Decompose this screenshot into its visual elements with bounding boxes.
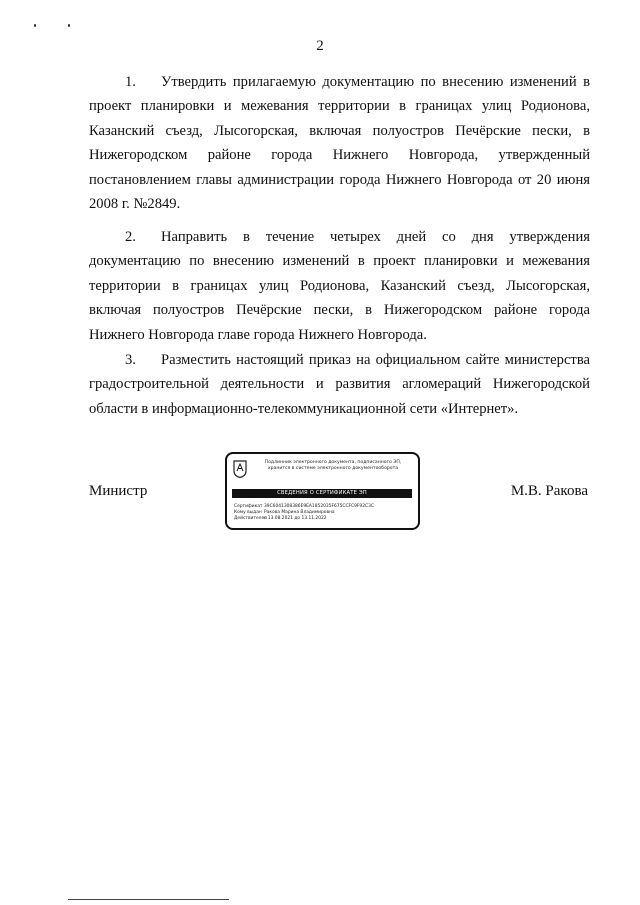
scan-speck bbox=[34, 24, 36, 27]
item-text: Утвердить прилагаемую документацию по внесению изменений в проект планировки и межевания территории в границах улиц Родионова, Казанский съезд, Лысогорская, включая полуостров Печёрские пески, в Нижегородском районе города Нижнего Новгорода, утвержденный постановлением главы администрации города Нижнего Новгорода от 20 июня 2008 г. №2849. bbox=[89, 74, 590, 213]
item-text: Направить в течение четырех дней со дня утверждения документацию по внесению изменений в проект планировки и межевания территории в границах улиц Родионова, Казанский съезд, Лысогорская, включая полуостров Печёрские пески, в Нижегородском районе города Нижнего Новгорода главе города Нижнего Новгорода. bbox=[89, 229, 590, 343]
issued-to-value: Ракова Марина Владимировна bbox=[264, 510, 335, 515]
order-item-1 bbox=[89, 70, 590, 216]
order-item-3 bbox=[89, 348, 590, 421]
certificate-label: Сертификат bbox=[234, 504, 263, 509]
coat-of-arms-icon bbox=[233, 460, 247, 478]
validity-value: с 13.08.2021 до 13.11.2022 bbox=[264, 516, 327, 521]
signatory-role: Министр bbox=[89, 483, 148, 499]
item-number: 3. bbox=[125, 352, 136, 368]
item-number: 1. bbox=[125, 74, 136, 90]
order-item-2 bbox=[89, 225, 590, 347]
certificate-value: 39C6041308386E9EA1852035F675CCFC9F92C3C bbox=[264, 504, 374, 509]
item-text: Разместить настоящий приказ на официальном сайте министерства градостроительной деятельности и развития агломераций Нижегородской области в информационно-телекоммуникационной сети «Интернет». bbox=[89, 352, 590, 417]
electronic-signature-stamp bbox=[225, 452, 420, 530]
footnote-divider bbox=[68, 899, 229, 900]
stamp-certificate-bar: СВЕДЕНИЯ О СЕРТИФИКАТЕ ЭП bbox=[232, 489, 412, 498]
stamp-header: Подлинник электронного документа, подписанного ЭП, хранится в системе электронного документооборота bbox=[264, 460, 402, 471]
signatory-name: М.В. Ракова bbox=[510, 483, 588, 499]
validity-line bbox=[234, 516, 416, 522]
page-number: 2 bbox=[316, 38, 324, 54]
item-number: 2. bbox=[125, 229, 136, 245]
issued-to-label: Кому выдан bbox=[234, 510, 262, 515]
scan-speck bbox=[68, 24, 70, 27]
validity-label: Действителен bbox=[234, 516, 268, 521]
stamp-details bbox=[234, 504, 416, 522]
